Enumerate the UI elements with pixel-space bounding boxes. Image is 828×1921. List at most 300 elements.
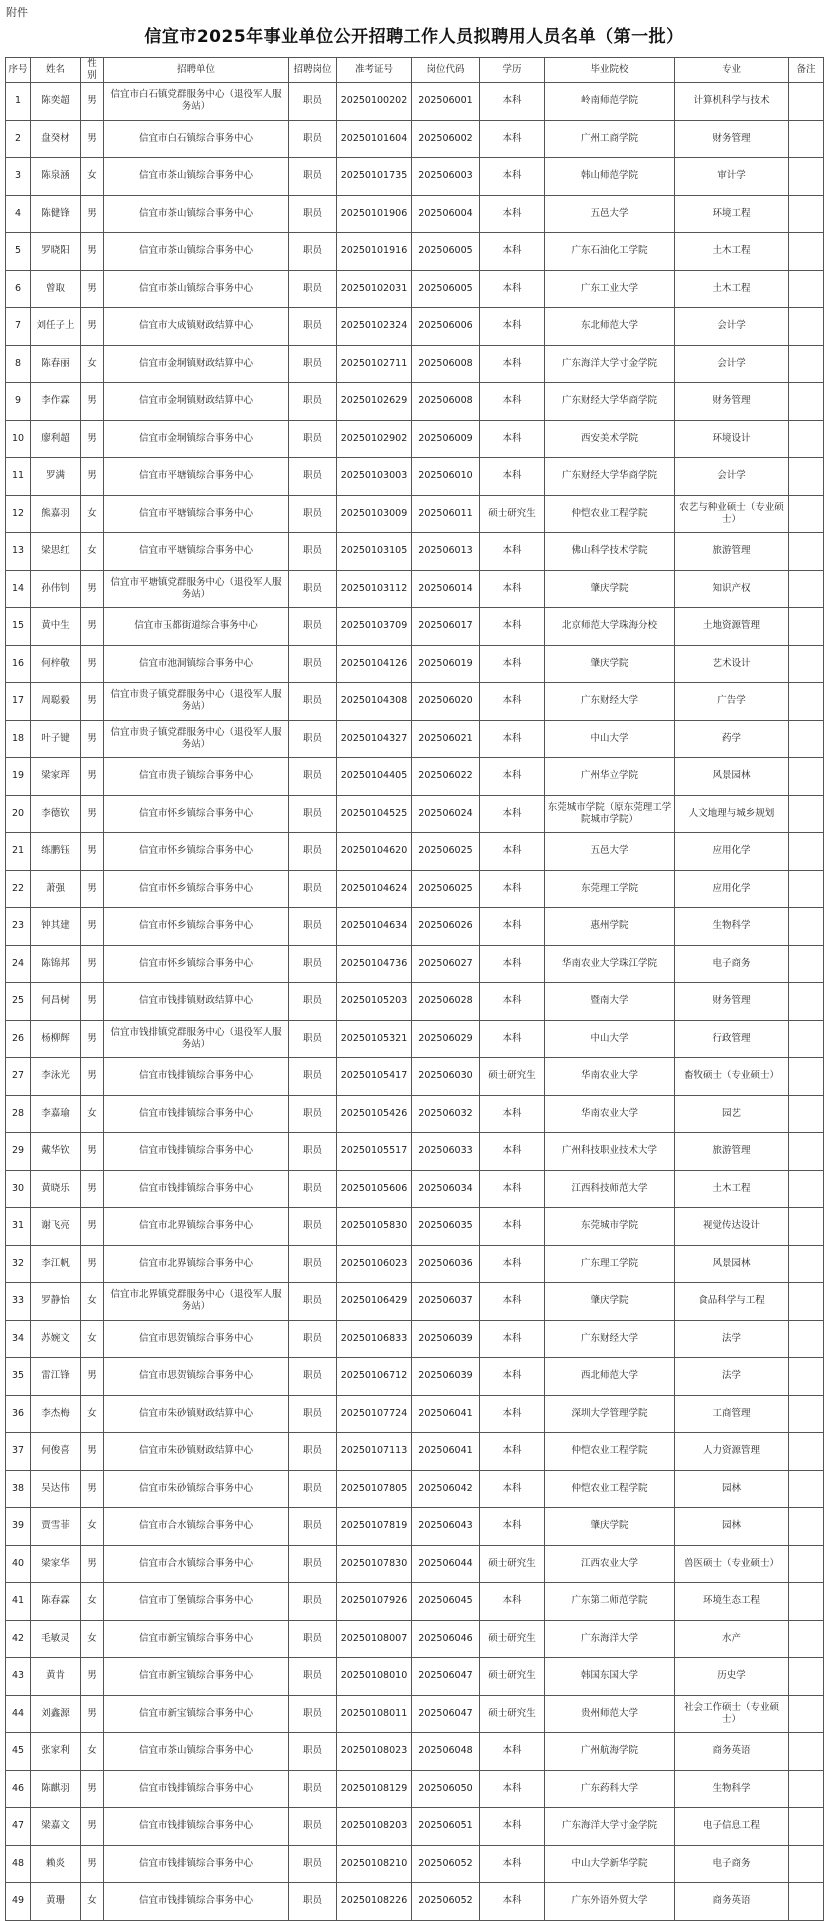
col-education-cell: 本科 [480,458,545,496]
col-remark-cell [789,1358,824,1396]
col-exam-id-cell: 20250105417 [337,1058,412,1096]
col-school-cell: 暨南大学 [545,983,675,1021]
col-remark-cell [789,458,824,496]
col-index-cell: 34 [6,1320,31,1358]
col-position-cell: 职员 [289,83,337,121]
col-education-cell: 本科 [480,1470,545,1508]
col-major-cell: 人文地理与城乡规划 [675,795,789,833]
col-name-cell: 钟其建 [31,908,81,946]
col-gender-cell: 女 [81,495,104,533]
col-school-cell: 广东财经大学华商学院 [545,458,675,496]
col-education-cell: 本科 [480,1283,545,1321]
table-row [6,233,824,271]
col-major-cell: 水产 [675,1620,789,1658]
col-gender-cell: 男 [81,1658,104,1696]
col-index-cell: 6 [6,270,31,308]
table-row [6,1058,824,1096]
col-remark-cell [789,420,824,458]
col-position-code-cell: 202506037 [412,1283,480,1321]
col-name-cell: 李泳光 [31,1058,81,1096]
col-major-cell: 行政管理 [675,1020,789,1058]
table-row [6,83,824,121]
col-exam-id-cell: 20250106023 [337,1245,412,1283]
col-position-cell: 职员 [289,1470,337,1508]
col-major-cell: 财务管理 [675,120,789,158]
table-header-row [6,58,824,83]
col-gender-cell: 男 [81,1358,104,1396]
col-major-cell: 电子商务 [675,945,789,983]
table-row [6,1358,824,1396]
col-remark-cell [789,945,824,983]
col-position-code-cell: 202506036 [412,1245,480,1283]
table-row [6,120,824,158]
col-gender-cell: 男 [81,795,104,833]
col-gender-cell: 男 [81,1208,104,1246]
col-index-cell: 3 [6,158,31,196]
col-index-cell: 45 [6,1733,31,1771]
col-position-code-cell: 202506029 [412,1020,480,1058]
col-unit-cell: 信宜市新宝镇综合事务中心 [104,1658,289,1696]
col-name-cell: 叶子键 [31,720,81,758]
col-unit-cell: 信宜市钱排镇综合事务中心 [104,1770,289,1808]
col-position-cell: 职员 [289,1545,337,1583]
table-body [6,83,824,1921]
col-position-code-cell: 202506024 [412,795,480,833]
col-major-cell: 历史学 [675,1658,789,1696]
col-education-cell: 本科 [480,1395,545,1433]
col-unit-cell: 信宜市钱排镇财政结算中心 [104,983,289,1021]
col-education-cell: 本科 [480,870,545,908]
col-index-cell: 23 [6,908,31,946]
col-position-code-cell: 202506035 [412,1208,480,1246]
col-school-cell: 东北师范大学 [545,308,675,346]
col-major-cell: 药学 [675,720,789,758]
col-school-cell: 东莞理工学院 [545,870,675,908]
col-index-cell: 46 [6,1770,31,1808]
table-row [6,195,824,233]
col-name-cell: 陈泉涵 [31,158,81,196]
col-position-code-cell: 202506027 [412,945,480,983]
table-row [6,795,824,833]
col-position-code-cell: 202506020 [412,683,480,721]
col-school-cell: 广东理工学院 [545,1245,675,1283]
col-gender-cell: 男 [81,983,104,1021]
col-gender-cell: 男 [81,1808,104,1846]
col-exam-id-cell: 20250107113 [337,1433,412,1471]
col-gender-cell: 男 [81,120,104,158]
col-gender-cell: 男 [81,83,104,121]
col-remark-cell [789,308,824,346]
table-row [6,420,824,458]
col-unit-cell: 信宜市合水镇综合事务中心 [104,1508,289,1546]
col-unit-cell: 信宜市思贺镇综合事务中心 [104,1358,289,1396]
col-exam-id-cell: 20250106712 [337,1358,412,1396]
col-major-cell: 农艺与种业硕士（专业硕士） [675,495,789,533]
col-school-cell: 广东药科大学 [545,1770,675,1808]
col-remark-cell [789,270,824,308]
col-remark-cell [789,1658,824,1696]
col-index-cell: 43 [6,1658,31,1696]
col-major-cell: 旅游管理 [675,533,789,571]
col-name-cell: 陈健锋 [31,195,81,233]
col-school-cell: 东莞城市学院（原东莞理工学院城市学院） [545,795,675,833]
col-position-cell: 职员 [289,1320,337,1358]
col-position-code-cell: 202506013 [412,533,480,571]
col-exam-id-cell: 20250104126 [337,645,412,683]
col-index-cell: 37 [6,1433,31,1471]
col-remark-cell [789,1170,824,1208]
col-unit-cell: 信宜市钱排镇党群服务中心（退役军人服务站） [104,1020,289,1058]
table-row [6,270,824,308]
col-school-cell: 肇庆学院 [545,1283,675,1321]
col-position-code-cell: 202506014 [412,570,480,608]
col-gender-cell: 男 [81,608,104,646]
col-education-cell: 本科 [480,83,545,121]
col-education-cell: 硕士研究生 [480,1058,545,1096]
col-education-cell: 本科 [480,1845,545,1883]
col-index-cell: 19 [6,758,31,796]
col-unit-cell: 信宜市贵子镇综合事务中心 [104,758,289,796]
col-gender-cell: 女 [81,1095,104,1133]
col-index-cell: 18 [6,720,31,758]
col-remark-cell [789,1733,824,1771]
col-unit-cell: 信宜市金垌镇财政结算中心 [104,383,289,421]
col-unit-cell: 信宜市白石镇党群服务中心（退役军人服务站） [104,83,289,121]
col-major-cell: 知识产权 [675,570,789,608]
col-school-cell: 广东财经大学 [545,1320,675,1358]
col-position-cell: 职员 [289,1358,337,1396]
col-major-cell: 园林 [675,1470,789,1508]
col-exam-id-cell: 20250104620 [337,833,412,871]
col-exam-id-cell: 20250101906 [337,195,412,233]
col-school-cell: 韩山师范学院 [545,158,675,196]
col-major-cell: 旅游管理 [675,1133,789,1171]
col-name-cell: 何梓敬 [31,645,81,683]
col-exam-id-cell: 20250102902 [337,420,412,458]
col-major-cell: 计算机科学与技术 [675,83,789,121]
col-school-cell: 西北师范大学 [545,1358,675,1396]
col-exam-id-cell: 20250105203 [337,983,412,1021]
col-remark-cell [789,683,824,721]
col-index-cell: 20 [6,795,31,833]
col-education-cell: 本科 [480,758,545,796]
col-position-cell: 职员 [289,1808,337,1846]
col-major-cell: 会计学 [675,345,789,383]
col-remark-cell [789,1883,824,1921]
col-education-cell: 本科 [480,1583,545,1621]
col-school-cell: 北京师范大学珠海分校 [545,608,675,646]
col-education-cell: 硕士研究生 [480,495,545,533]
col-name-cell: 苏婉文 [31,1320,81,1358]
col-index-cell: 49 [6,1883,31,1921]
table-row [6,683,824,721]
col-education-cell: 本科 [480,158,545,196]
col-name-cell: 孙伟钊 [31,570,81,608]
col-school-cell: 西安美术学院 [545,420,675,458]
col-education-cell: 本科 [480,1245,545,1283]
col-position-code-cell: 202506005 [412,233,480,271]
col-unit-cell: 信宜市平塘镇综合事务中心 [104,458,289,496]
col-position-cell: 职员 [289,645,337,683]
col-index-cell: 44 [6,1695,31,1733]
col-position-cell: 职员 [289,1658,337,1696]
col-position-cell: 职员 [289,795,337,833]
table-row [6,1658,824,1696]
table-row [6,983,824,1021]
col-education-cell: 本科 [480,1358,545,1396]
col-remark-cell [789,1320,824,1358]
col-exam-id-cell: 20250108210 [337,1845,412,1883]
col-exam-id-cell: 20250108226 [337,1883,412,1921]
col-position-code-cell: 202506019 [412,645,480,683]
col-name-cell: 罗晓阳 [31,233,81,271]
table-row [6,308,824,346]
col-position-cell: 职员 [289,833,337,871]
col-name-cell: 黄晓乐 [31,1170,81,1208]
col-unit-cell: 信宜市新宝镇综合事务中心 [104,1620,289,1658]
col-position-code-cell: 202506034 [412,1170,480,1208]
table-row [6,1583,824,1621]
col-remark-cell [789,383,824,421]
col-remark-cell [789,608,824,646]
col-school-cell: 肇庆学院 [545,1508,675,1546]
col-major-cell: 环境工程 [675,195,789,233]
col-exam-id-cell: 20250104736 [337,945,412,983]
col-name-cell: 何昌树 [31,983,81,1021]
column-header-remark: 备注 [789,58,824,83]
col-major-cell: 土木工程 [675,233,789,271]
col-position-code-cell: 202506030 [412,1058,480,1096]
col-school-cell: 广东工业大学 [545,270,675,308]
col-position-cell: 职员 [289,1245,337,1283]
table-row [6,158,824,196]
col-education-cell: 本科 [480,833,545,871]
col-index-cell: 32 [6,1245,31,1283]
col-index-cell: 42 [6,1620,31,1658]
col-major-cell: 风景园林 [675,758,789,796]
col-exam-id-cell: 20250107819 [337,1508,412,1546]
col-school-cell: 广州华立学院 [545,758,675,796]
table-row [6,1245,824,1283]
col-education-cell: 本科 [480,308,545,346]
col-name-cell: 毛敏灵 [31,1620,81,1658]
table-row [6,1170,824,1208]
col-position-cell: 职员 [289,608,337,646]
col-major-cell: 土木工程 [675,1170,789,1208]
col-index-cell: 41 [6,1583,31,1621]
col-position-code-cell: 202506043 [412,1508,480,1546]
col-exam-id-cell: 20250102629 [337,383,412,421]
col-unit-cell: 信宜市白石镇综合事务中心 [104,120,289,158]
col-school-cell: 广东海洋大学寸金学院 [545,345,675,383]
col-unit-cell: 信宜市钱排镇综合事务中心 [104,1170,289,1208]
col-remark-cell [789,495,824,533]
col-unit-cell: 信宜市平塘镇综合事务中心 [104,495,289,533]
col-gender-cell: 女 [81,1395,104,1433]
col-gender-cell: 女 [81,1283,104,1321]
col-exam-id-cell: 20250108203 [337,1808,412,1846]
col-exam-id-cell: 20250104525 [337,795,412,833]
col-position-cell: 职员 [289,908,337,946]
table-row [6,1470,824,1508]
col-major-cell: 食品科学与工程 [675,1283,789,1321]
col-position-code-cell: 202506008 [412,383,480,421]
col-gender-cell: 男 [81,233,104,271]
col-gender-cell: 男 [81,195,104,233]
col-name-cell: 陈锦邦 [31,945,81,983]
col-remark-cell [789,1508,824,1546]
col-index-cell: 33 [6,1283,31,1321]
col-unit-cell: 信宜市金垌镇综合事务中心 [104,420,289,458]
col-major-cell: 财务管理 [675,383,789,421]
col-position-code-cell: 202506046 [412,1620,480,1658]
col-position-code-cell: 202506001 [412,83,480,121]
col-name-cell: 刘鑫源 [31,1695,81,1733]
col-gender-cell: 男 [81,1545,104,1583]
col-unit-cell: 信宜市朱砂镇综合事务中心 [104,1470,289,1508]
table-row [6,608,824,646]
col-position-code-cell: 202506003 [412,158,480,196]
col-index-cell: 13 [6,533,31,571]
col-education-cell: 硕士研究生 [480,1658,545,1696]
col-name-cell: 曾取 [31,270,81,308]
table-row [6,345,824,383]
col-major-cell: 畜牧硕士（专业硕士） [675,1058,789,1096]
col-unit-cell: 信宜市金垌镇财政结算中心 [104,345,289,383]
col-exam-id-cell: 20250108010 [337,1658,412,1696]
col-school-cell: 韩国东国大学 [545,1658,675,1696]
col-school-cell: 岭南师范学院 [545,83,675,121]
col-gender-cell: 男 [81,308,104,346]
col-education-cell: 本科 [480,908,545,946]
col-position-cell: 职员 [289,945,337,983]
col-education-cell: 本科 [480,1095,545,1133]
col-position-cell: 职员 [289,1845,337,1883]
col-gender-cell: 女 [81,533,104,571]
col-school-cell: 惠州学院 [545,908,675,946]
col-position-cell: 职员 [289,270,337,308]
table-row [6,1845,824,1883]
col-position-cell: 职员 [289,1883,337,1921]
col-position-code-cell: 202506025 [412,870,480,908]
table-row [6,1433,824,1471]
col-index-cell: 36 [6,1395,31,1433]
table-row [6,1283,824,1321]
col-major-cell: 环境设计 [675,420,789,458]
col-remark-cell [789,195,824,233]
col-exam-id-cell: 20250104327 [337,720,412,758]
col-index-cell: 22 [6,870,31,908]
col-gender-cell: 男 [81,458,104,496]
col-unit-cell: 信宜市贵子镇党群服务中心（退役军人服务站） [104,720,289,758]
col-exam-id-cell: 20250105830 [337,1208,412,1246]
col-unit-cell: 信宜市钱排镇综合事务中心 [104,1058,289,1096]
col-education-cell: 本科 [480,945,545,983]
col-remark-cell [789,233,824,271]
col-name-cell: 赖炎 [31,1845,81,1883]
col-position-cell: 职员 [289,195,337,233]
col-name-cell: 梁嘉文 [31,1808,81,1846]
col-gender-cell: 女 [81,345,104,383]
col-major-cell: 电子商务 [675,1845,789,1883]
col-unit-cell: 信宜市北界镇党群服务中心（退役军人服务站） [104,1283,289,1321]
col-exam-id-cell: 20250103105 [337,533,412,571]
hire-list-table [5,57,824,1921]
col-index-cell: 12 [6,495,31,533]
col-remark-cell [789,1433,824,1471]
col-index-cell: 17 [6,683,31,721]
col-gender-cell: 男 [81,645,104,683]
col-school-cell: 广东财经大学华商学院 [545,383,675,421]
col-unit-cell: 信宜市北界镇综合事务中心 [104,1208,289,1246]
col-education-cell: 本科 [480,270,545,308]
col-remark-cell [789,1283,824,1321]
col-name-cell: 杨柳辉 [31,1020,81,1058]
table-row [6,945,824,983]
col-school-cell: 五邑大学 [545,833,675,871]
col-index-cell: 5 [6,233,31,271]
col-exam-id-cell: 20250107830 [337,1545,412,1583]
col-position-code-cell: 202506008 [412,345,480,383]
col-name-cell: 黄肯 [31,1658,81,1696]
col-position-cell: 职员 [289,570,337,608]
col-position-code-cell: 202506033 [412,1133,480,1171]
col-education-cell: 本科 [480,420,545,458]
col-major-cell: 应用化学 [675,870,789,908]
col-position-code-cell: 202506004 [412,195,480,233]
col-position-cell: 职员 [289,1133,337,1171]
col-education-cell: 本科 [480,795,545,833]
col-position-code-cell: 202506006 [412,308,480,346]
col-index-cell: 48 [6,1845,31,1883]
col-name-cell: 张家利 [31,1733,81,1771]
table-row [6,1020,824,1058]
col-remark-cell [789,795,824,833]
table-row [6,570,824,608]
col-major-cell: 人力资源管理 [675,1433,789,1471]
col-education-cell: 本科 [480,345,545,383]
col-education-cell: 本科 [480,195,545,233]
table-row [6,1208,824,1246]
col-remark-cell [789,570,824,608]
col-exam-id-cell: 20250101916 [337,233,412,271]
col-exam-id-cell: 20250105606 [337,1170,412,1208]
col-index-cell: 4 [6,195,31,233]
col-gender-cell: 男 [81,1245,104,1283]
col-school-cell: 广东财经大学 [545,683,675,721]
col-name-cell: 周聪毅 [31,683,81,721]
col-position-cell: 职员 [289,1733,337,1771]
col-position-cell: 职员 [289,120,337,158]
col-name-cell: 黄中生 [31,608,81,646]
document-title: 信宜市2025年事业单位公开招聘工作人员拟聘用人员名单（第一批） [144,27,684,47]
col-name-cell: 李德钦 [31,795,81,833]
col-unit-cell: 信宜市池洞镇综合事务中心 [104,645,289,683]
col-school-cell: 中山大学 [545,720,675,758]
col-index-cell: 26 [6,1020,31,1058]
col-gender-cell: 男 [81,945,104,983]
col-position-cell: 职员 [289,345,337,383]
col-position-code-cell: 202506028 [412,983,480,1021]
col-exam-id-cell: 20250102711 [337,345,412,383]
col-school-cell: 仲恺农业工程学院 [545,1470,675,1508]
col-position-cell: 职员 [289,1433,337,1471]
col-position-code-cell: 202506047 [412,1695,480,1733]
col-name-cell: 罗静怡 [31,1283,81,1321]
col-education-cell: 本科 [480,383,545,421]
col-position-code-cell: 202506002 [412,120,480,158]
col-exam-id-cell: 20250105321 [337,1020,412,1058]
